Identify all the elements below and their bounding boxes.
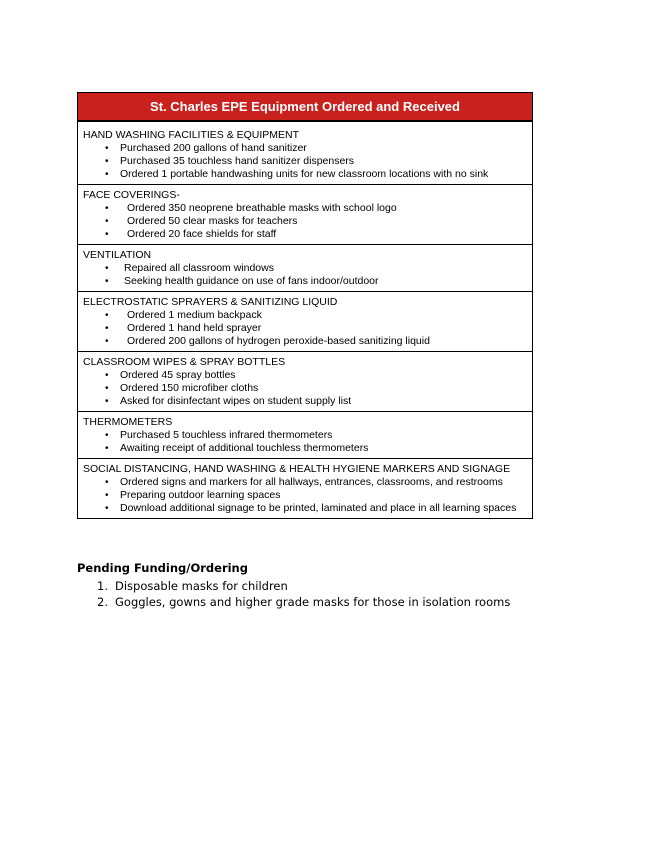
table-section (78, 351, 532, 411)
section-title: FACE COVERINGS- (83, 189, 180, 201)
list-item-text: Ordered 1 portable handwashing units for new classroom locations with no sink (120, 168, 489, 180)
list-item (83, 322, 532, 335)
table-section (78, 184, 532, 244)
list-item (83, 382, 532, 395)
section-title: THERMOMETERS (83, 416, 173, 428)
list-item-text: Download additional signage to be printed, laminated and place in all learning spaces (120, 502, 517, 514)
section-title: ELECTROSTATIC SPRAYERS & SANITIZING LIQUID (83, 296, 338, 308)
list-item-text: Preparing outdoor learning spaces (120, 489, 281, 501)
list-item-text: Awaiting receipt of additional touchless thermometers (120, 442, 369, 454)
table-title: St. Charles EPE Equipment Ordered and Received (78, 93, 532, 122)
list-item (83, 215, 532, 228)
pending-item-text: Disposable masks for children (115, 579, 288, 593)
list-item (83, 395, 532, 408)
list-item-text: Repaired all classroom windows (124, 262, 274, 274)
bullet-icon: • (105, 477, 109, 488)
bullet-icon: • (105, 203, 109, 214)
bullet-icon: • (105, 370, 109, 381)
list-item (83, 335, 532, 348)
list-item (83, 476, 532, 489)
pending-item-number: 1. (97, 579, 108, 593)
pending-item (77, 578, 510, 594)
list-item-text: Ordered 1 medium backpack (127, 309, 262, 321)
table-sections (78, 125, 532, 518)
list-item (83, 502, 532, 515)
pending-item-text: Goggles, gowns and higher grade masks for those in isolation rooms (115, 595, 511, 609)
list-item-text: Ordered 200 gallons of hydrogen peroxide-based sanitizing liquid (127, 335, 430, 347)
list-item (83, 202, 532, 215)
list-item-text: Ordered 150 microfiber cloths (120, 382, 259, 394)
section-item-list (83, 429, 532, 455)
list-item (83, 442, 532, 455)
list-item-text: Ordered 350 neoprene breathable masks with school logo (127, 202, 397, 214)
section-item-list (83, 476, 532, 515)
list-item (83, 489, 532, 502)
bullet-icon: • (105, 503, 109, 514)
bullet-icon: • (105, 143, 109, 154)
section-item-list (83, 202, 532, 241)
list-item (83, 309, 532, 322)
section-title: CLASSROOM WIPES & SPRAY BOTTLES (83, 356, 286, 368)
pending-section (77, 561, 510, 610)
pending-list (77, 578, 510, 610)
list-item-text: Asked for disinfectant wipes on student supply list (120, 395, 352, 407)
bullet-icon: • (105, 216, 109, 227)
bullet-icon: • (105, 430, 109, 441)
table-section (78, 125, 532, 184)
list-item-text: Ordered 1 hand held sprayer (127, 322, 262, 334)
bullet-icon: • (105, 169, 109, 180)
section-item-list (83, 142, 532, 181)
list-item-text: Purchased 35 touchless hand sanitizer dispensers (120, 155, 355, 167)
list-item-text: Seeking health guidance on use of fans indoor/outdoor (124, 275, 379, 287)
bullet-icon: • (105, 323, 109, 334)
list-item-text: Ordered 45 spray bottles (120, 369, 236, 381)
table-section (78, 291, 532, 351)
section-title: SOCIAL DISTANCING, HAND WASHING & HEALTH HYGIENE MARKERS AND SIGNAGE (83, 463, 511, 475)
bullet-icon: • (105, 396, 109, 407)
list-item (83, 228, 532, 241)
equipment-table (77, 92, 533, 519)
list-item (83, 168, 532, 181)
bullet-icon: • (105, 443, 109, 454)
list-item (83, 155, 532, 168)
table-section (78, 411, 532, 458)
bullet-icon: • (105, 336, 109, 347)
list-item-text: Ordered 50 clear masks for teachers (127, 215, 298, 227)
list-item (83, 369, 532, 382)
section-item-list (83, 309, 532, 348)
section-item-list (83, 262, 532, 288)
bullet-icon: • (105, 310, 109, 321)
bullet-icon: • (105, 383, 109, 394)
pending-item (77, 594, 510, 610)
list-item-text: Purchased 200 gallons of hand sanitizer (120, 142, 307, 154)
list-item (83, 429, 532, 442)
list-item (83, 275, 532, 288)
section-title: HAND WASHING FACILITIES & EQUIPMENT (83, 129, 300, 141)
table-section (78, 458, 532, 518)
bullet-icon: • (105, 263, 109, 274)
table-section (78, 244, 532, 291)
list-item-text: Ordered 20 face shields for staff (127, 228, 277, 240)
bullet-icon: • (105, 229, 109, 240)
pending-title: Pending Funding/Ordering (77, 561, 248, 575)
list-item (83, 142, 532, 155)
pending-item-number: 2. (97, 595, 108, 609)
list-item-text: Ordered signs and markers for all hallways, entrances, classrooms, and restrooms (120, 476, 503, 488)
section-item-list (83, 369, 532, 408)
list-item-text: Purchased 5 touchless infrared thermometers (120, 429, 333, 441)
bullet-icon: • (105, 156, 109, 167)
section-title: VENTILATION (83, 249, 152, 261)
list-item (83, 262, 532, 275)
bullet-icon: • (105, 276, 109, 287)
bullet-icon: • (105, 490, 109, 501)
